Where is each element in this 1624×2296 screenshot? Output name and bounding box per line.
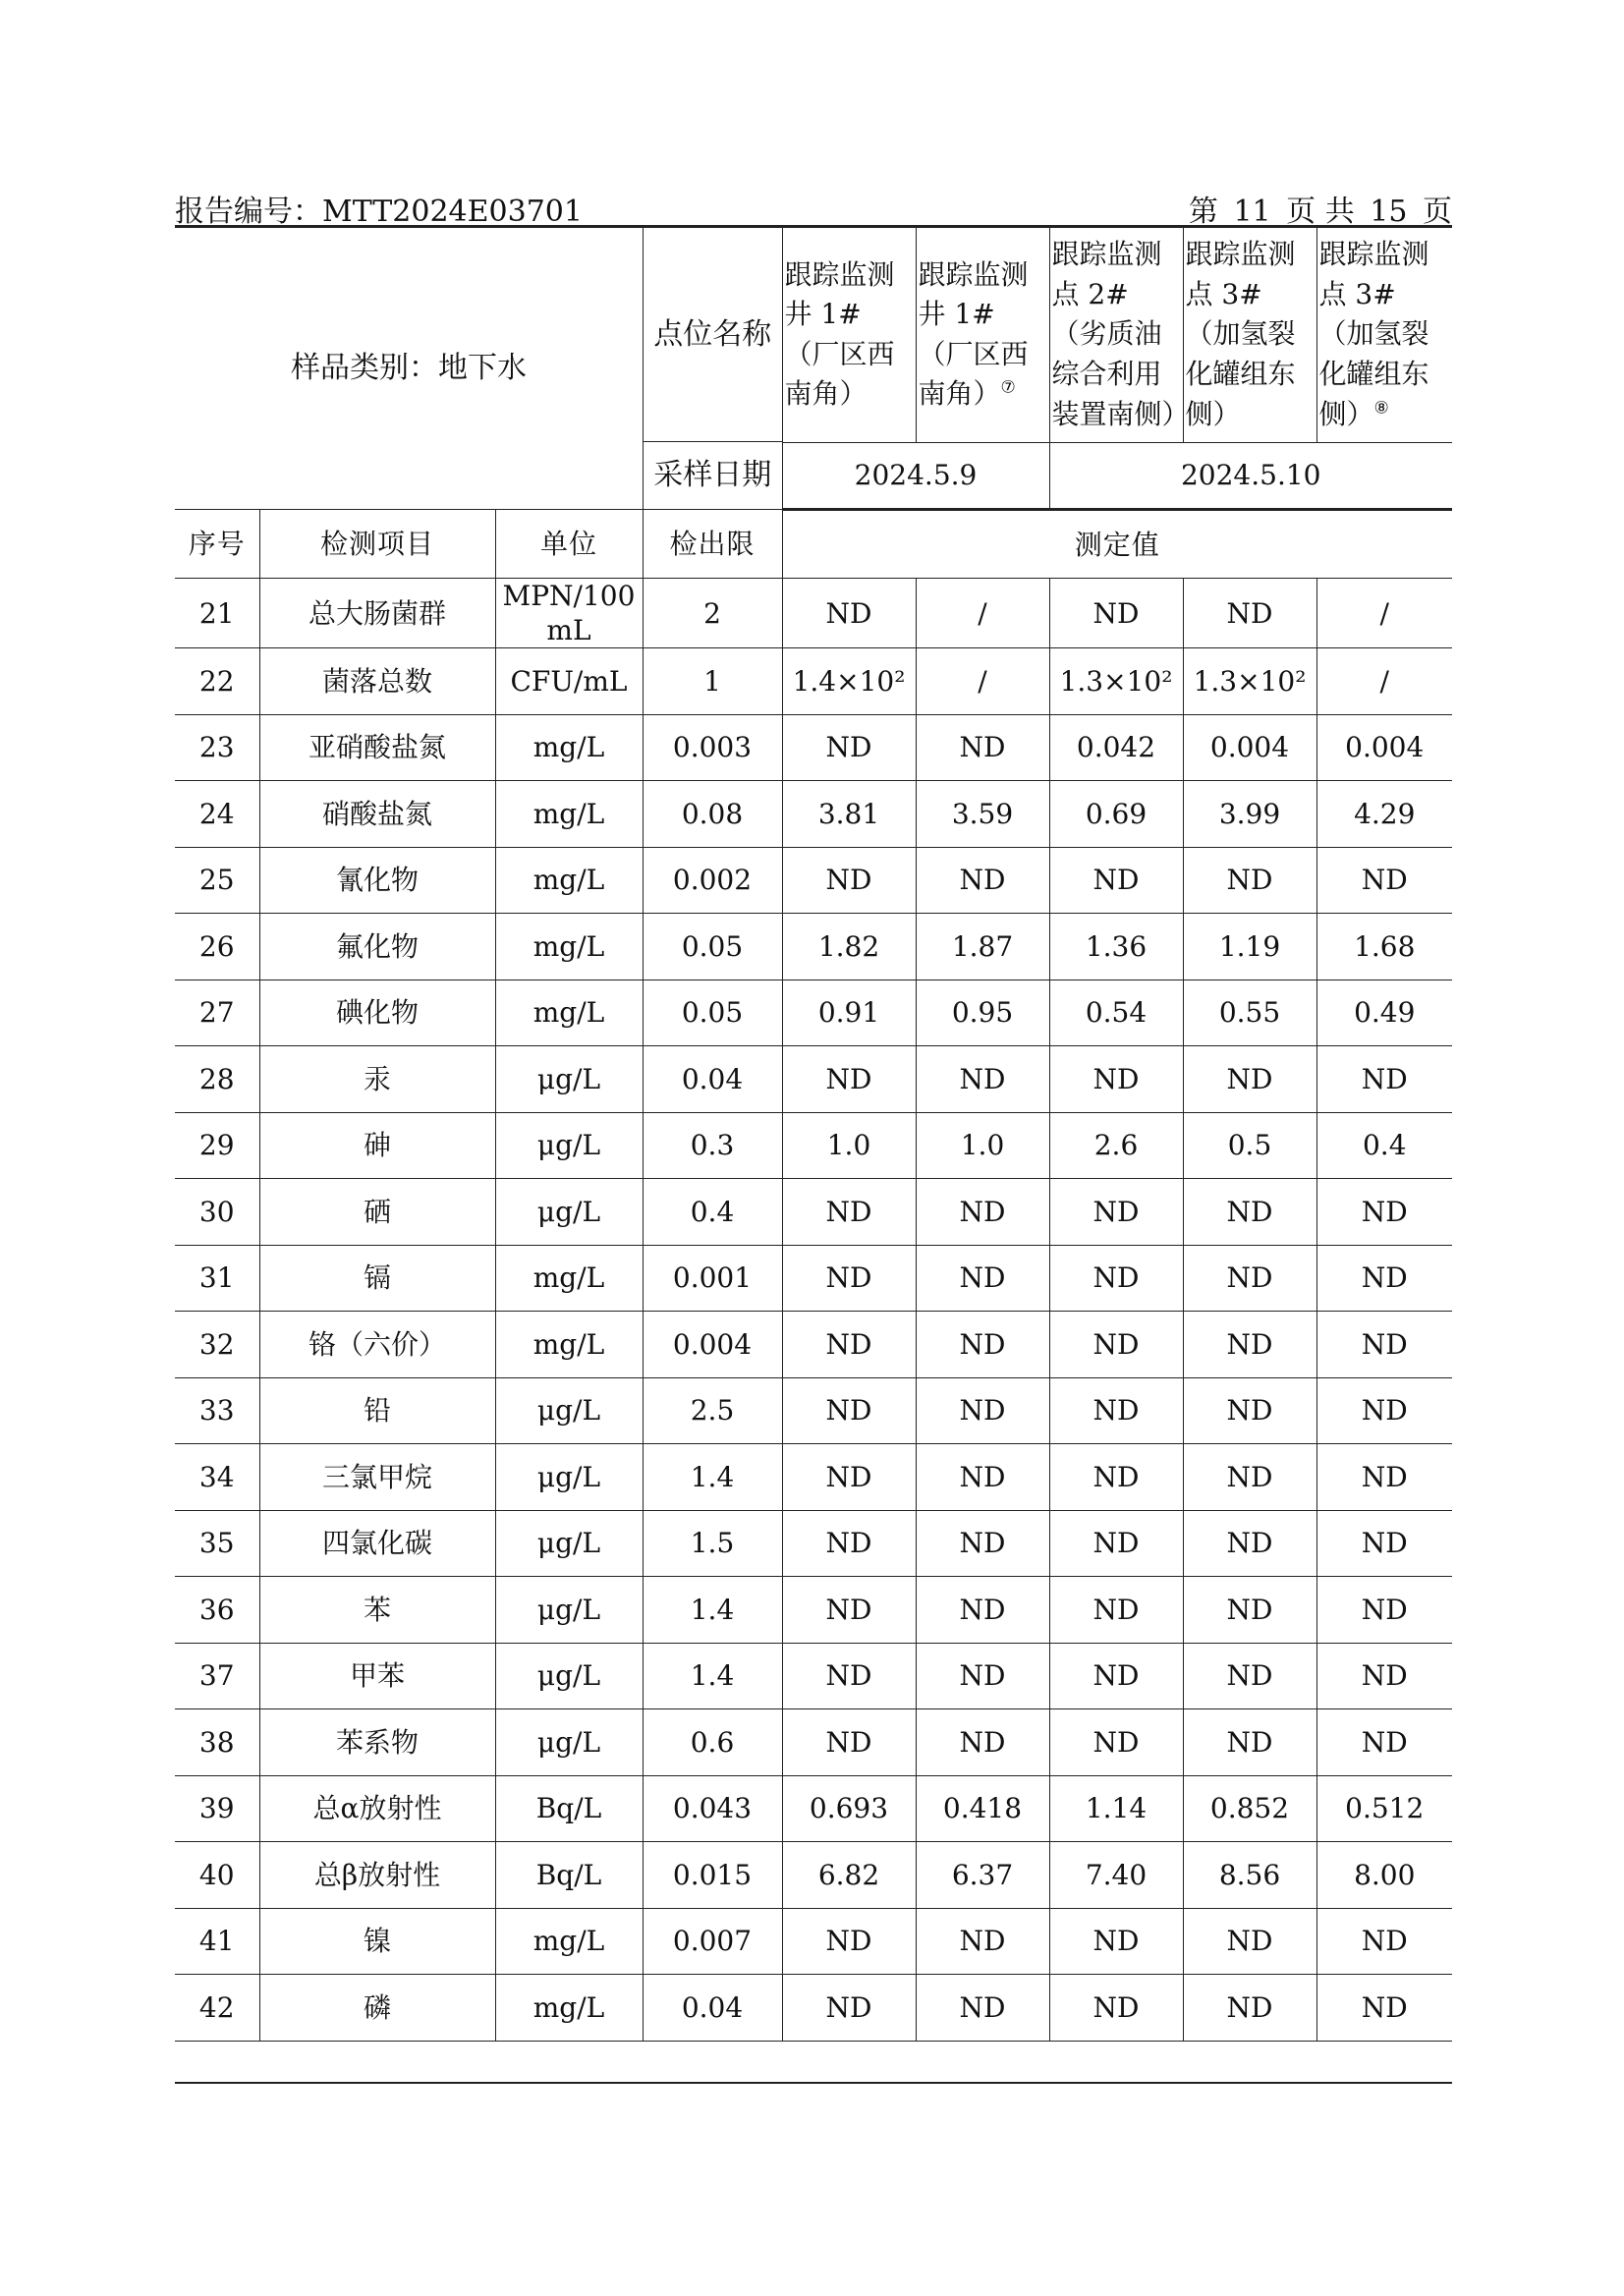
measured-value-2: ND xyxy=(916,1179,1049,1246)
unit: mg/L xyxy=(495,1975,643,2042)
test-item: 镉 xyxy=(259,1245,495,1312)
measured-value-4: ND xyxy=(1183,1975,1316,2042)
table-row xyxy=(175,781,1452,848)
row-number: 26 xyxy=(175,914,259,980)
measured-value-5: ND xyxy=(1316,1312,1452,1378)
measured-value-4: 0.55 xyxy=(1183,980,1316,1046)
col-header-no: 序号 xyxy=(175,510,259,579)
table-row xyxy=(175,1510,1452,1577)
table-row xyxy=(175,648,1452,715)
row-number: 40 xyxy=(175,1842,259,1909)
row-number: 32 xyxy=(175,1312,259,1378)
measured-value-2: ND xyxy=(916,1377,1049,1444)
detection-limit: 1.4 xyxy=(643,1643,782,1709)
detection-limit: 1.4 xyxy=(643,1577,782,1644)
measured-value-4: 1.19 xyxy=(1183,914,1316,980)
measured-value-1: ND xyxy=(782,579,916,648)
measured-value-1: ND xyxy=(782,714,916,781)
sampling-date-1: 2024.5.9 xyxy=(854,459,978,492)
measured-value-2: ND xyxy=(916,1510,1049,1577)
detection-limit: 0.001 xyxy=(643,1245,782,1312)
measured-value-2: 1.87 xyxy=(916,914,1049,980)
table-row xyxy=(175,1179,1452,1246)
measured-value-1: 1.4×10² xyxy=(782,648,916,715)
measured-value-2: ND xyxy=(916,1577,1049,1644)
measured-value-1: ND xyxy=(782,1377,916,1444)
measured-value-5: / xyxy=(1316,579,1452,648)
row-number: 42 xyxy=(175,1975,259,2042)
detection-limit: 2 xyxy=(643,579,782,648)
measured-value-4: ND xyxy=(1183,1444,1316,1511)
table-row xyxy=(175,1577,1452,1644)
measured-value-1: 6.82 xyxy=(782,1842,916,1909)
measured-value-4: ND xyxy=(1183,1709,1316,1776)
measured-value-5: ND xyxy=(1316,1444,1452,1511)
table-row xyxy=(175,714,1452,781)
detection-limit: 0.004 xyxy=(643,1312,782,1378)
test-item: 铬（六价） xyxy=(259,1312,495,1378)
row-number: 33 xyxy=(175,1377,259,1444)
unit: mg/L xyxy=(495,914,643,980)
test-item: 硝酸盐氮 xyxy=(259,781,495,848)
measured-value-5: ND xyxy=(1316,1046,1452,1113)
unit: μg/L xyxy=(495,1444,643,1511)
measured-value-2: ND xyxy=(916,1643,1049,1709)
measured-value-5: 4.29 xyxy=(1316,781,1452,848)
measured-value-5: ND xyxy=(1316,1577,1452,1644)
location-cell-2 xyxy=(916,227,1049,443)
unit: mg/L xyxy=(495,1908,643,1975)
measured-value-3: 2.6 xyxy=(1049,1112,1183,1179)
table-row xyxy=(175,847,1452,914)
row-number: 31 xyxy=(175,1245,259,1312)
measured-value-2: ND xyxy=(916,1046,1049,1113)
location-cell-5 xyxy=(1316,227,1452,443)
detection-limit: 0.3 xyxy=(643,1112,782,1179)
measured-value-3: ND xyxy=(1049,1908,1183,1975)
table-row xyxy=(175,1444,1452,1511)
row-number: 24 xyxy=(175,781,259,848)
measured-value-5: 0.4 xyxy=(1316,1112,1452,1179)
point-name-label: 点位名称 xyxy=(644,228,782,442)
test-item: 氰化物 xyxy=(259,847,495,914)
table-row xyxy=(175,1377,1452,1444)
test-item: 亚硝酸盐氮 xyxy=(259,714,495,781)
measured-value-5: / xyxy=(1316,648,1452,715)
measured-value-4: 0.5 xyxy=(1183,1112,1316,1179)
measured-value-1: ND xyxy=(782,1245,916,1312)
row-number: 22 xyxy=(175,648,259,715)
table-row xyxy=(175,914,1452,980)
measured-value-4: ND xyxy=(1183,1577,1316,1644)
measured-value-3: ND xyxy=(1049,1179,1183,1246)
test-item: 氟化物 xyxy=(259,914,495,980)
measured-value-1: ND xyxy=(782,1444,916,1511)
measured-value-5: 0.004 xyxy=(1316,714,1452,781)
unit: μg/L xyxy=(495,1577,643,1644)
measured-value-3: ND xyxy=(1049,1577,1183,1644)
measured-value-1: 0.693 xyxy=(782,1775,916,1842)
measured-value-3: 7.40 xyxy=(1049,1842,1183,1909)
date-1-cell xyxy=(782,442,1049,509)
test-item: 总大肠菌群 xyxy=(259,579,495,648)
page-current: 11 xyxy=(1233,195,1271,229)
measured-value-3: ND xyxy=(1049,1312,1183,1378)
row-number: 28 xyxy=(175,1046,259,1113)
test-item: 苯 xyxy=(259,1577,495,1644)
test-item: 菌落总数 xyxy=(259,648,495,715)
measured-value-2: 6.37 xyxy=(916,1842,1049,1909)
measured-value-4: 8.56 xyxy=(1183,1842,1316,1909)
measured-value-1: ND xyxy=(782,847,916,914)
test-item: 苯系物 xyxy=(259,1709,495,1776)
measured-value-2: ND xyxy=(916,1908,1049,1975)
measured-value-1: ND xyxy=(782,1046,916,1113)
test-item: 硒 xyxy=(259,1179,495,1246)
unit: μg/L xyxy=(495,1643,643,1709)
page-total: 15 xyxy=(1370,195,1408,229)
table-row xyxy=(175,1908,1452,1975)
detection-limit: 0.6 xyxy=(643,1709,782,1776)
measured-value-1: 0.91 xyxy=(782,980,916,1046)
sample-type: 样品类别：地下水 xyxy=(175,228,644,509)
row-number: 29 xyxy=(175,1112,259,1179)
col-header-value: 测定值 xyxy=(782,510,1452,579)
row-number: 30 xyxy=(175,1179,259,1246)
table-row xyxy=(175,579,1452,648)
sample-type-cell xyxy=(175,227,782,510)
unit: mg/L xyxy=(495,1245,643,1312)
table-row xyxy=(175,1245,1452,1312)
measured-value-4: ND xyxy=(1183,1643,1316,1709)
test-item: 铅 xyxy=(259,1377,495,1444)
detection-limit: 2.5 xyxy=(643,1377,782,1444)
location-cell-3 xyxy=(1049,227,1190,443)
measured-value-2: ND xyxy=(916,1312,1049,1378)
measured-value-3: ND xyxy=(1049,847,1183,914)
table-row xyxy=(175,1112,1452,1179)
measured-value-3: 0.69 xyxy=(1049,781,1183,848)
measured-value-2: ND xyxy=(916,1444,1049,1511)
location-name-4: 跟踪监测点 3#（加氢裂化罐组东侧） xyxy=(1185,238,1296,430)
test-item: 总β放射性 xyxy=(259,1842,495,1909)
location-mark-2: ⑦ xyxy=(1000,378,1016,399)
detection-limit: 0.04 xyxy=(643,1975,782,2042)
measured-value-3: 0.042 xyxy=(1049,714,1183,781)
measured-value-1: ND xyxy=(782,1510,916,1577)
measured-value-5: ND xyxy=(1316,847,1452,914)
measured-value-4: ND xyxy=(1183,1312,1316,1378)
sampling-date-label: 采样日期 xyxy=(653,458,772,493)
measured-value-2: 0.95 xyxy=(916,980,1049,1046)
detection-limit: 1 xyxy=(643,648,782,715)
measured-value-5: ND xyxy=(1316,1179,1452,1246)
table-row xyxy=(175,1046,1452,1113)
measured-value-3: ND xyxy=(1049,579,1183,648)
col-header-unit: 单位 xyxy=(495,510,643,579)
measured-value-4: ND xyxy=(1183,1046,1316,1113)
measured-value-3: ND xyxy=(1049,1510,1183,1577)
row-number: 38 xyxy=(175,1709,259,1776)
measured-value-5: 0.49 xyxy=(1316,980,1452,1046)
measured-value-4: 0.004 xyxy=(1183,714,1316,781)
location-name-2: 跟踪监测井 1#（厂区西南角） xyxy=(918,257,1029,411)
unit: mg/L xyxy=(495,847,643,914)
measured-value-5: 1.68 xyxy=(1316,914,1452,980)
unit: mg/L xyxy=(495,781,643,848)
measured-value-4: 0.852 xyxy=(1183,1775,1316,1842)
test-item: 总α放射性 xyxy=(259,1775,495,1842)
unit: μg/L xyxy=(495,1112,643,1179)
row-number: 41 xyxy=(175,1908,259,1975)
location-name-5: 跟踪监测点 3#（加氢裂化罐组东侧） xyxy=(1318,238,1429,430)
row-number: 35 xyxy=(175,1510,259,1577)
detection-limit: 0.003 xyxy=(643,714,782,781)
measured-value-5: ND xyxy=(1316,1510,1452,1577)
measured-value-3: 1.14 xyxy=(1049,1775,1183,1842)
unit: μg/L xyxy=(495,1046,643,1113)
measured-value-5: ND xyxy=(1316,1643,1452,1709)
measured-value-2: ND xyxy=(916,1245,1049,1312)
detection-limit: 0.043 xyxy=(643,1775,782,1842)
row-number: 39 xyxy=(175,1775,259,1842)
measured-value-4: 1.3×10² xyxy=(1183,648,1316,715)
sampling-date-2: 2024.5.10 xyxy=(1180,459,1321,492)
test-item: 磷 xyxy=(259,1975,495,2042)
measured-value-3: ND xyxy=(1049,1643,1183,1709)
detection-limit: 0.05 xyxy=(643,980,782,1046)
row-number: 23 xyxy=(175,714,259,781)
measured-value-2: ND xyxy=(916,847,1049,914)
test-item: 碘化物 xyxy=(259,980,495,1046)
measured-value-1: ND xyxy=(782,1908,916,1975)
detection-limit: 1.4 xyxy=(643,1444,782,1511)
table-row xyxy=(175,1643,1452,1709)
measured-value-4: ND xyxy=(1183,1245,1316,1312)
page-prefix: 第 xyxy=(1188,195,1218,229)
unit: μg/L xyxy=(495,1709,643,1776)
measured-value-3: ND xyxy=(1049,1377,1183,1444)
page-header xyxy=(175,187,1452,229)
measured-value-5: ND xyxy=(1316,1245,1452,1312)
detection-limit: 0.007 xyxy=(643,1908,782,1975)
measured-value-1: ND xyxy=(782,1709,916,1776)
measured-value-4: ND xyxy=(1183,579,1316,648)
measured-value-4: ND xyxy=(1183,1510,1316,1577)
location-name-1: 跟踪监测井 1#（厂区西南角） xyxy=(784,257,895,411)
measured-value-2: ND xyxy=(916,714,1049,781)
col-header-item: 检测项目 xyxy=(259,510,495,579)
location-cell-4 xyxy=(1183,227,1316,443)
location-mark-5: ⑧ xyxy=(1373,398,1389,419)
test-item: 三氯甲烷 xyxy=(259,1444,495,1511)
measured-value-2: 1.0 xyxy=(916,1112,1049,1179)
results-table xyxy=(175,225,1452,2042)
test-item: 镍 xyxy=(259,1908,495,1975)
measured-value-3: ND xyxy=(1049,1709,1183,1776)
page-mid: 页 共 xyxy=(1286,195,1355,229)
measured-value-4: ND xyxy=(1183,847,1316,914)
row-number: 37 xyxy=(175,1643,259,1709)
measured-value-1: 3.81 xyxy=(782,781,916,848)
measured-value-3: 1.36 xyxy=(1049,914,1183,980)
measured-value-2: ND xyxy=(916,1975,1049,2042)
measured-value-2: / xyxy=(916,648,1049,715)
results-table-container xyxy=(175,225,1452,2042)
unit: mg/L xyxy=(495,1312,643,1378)
detection-limit: 0.002 xyxy=(643,847,782,914)
measured-value-4: ND xyxy=(1183,1179,1316,1246)
unit: μg/L xyxy=(495,1179,643,1246)
row-number: 36 xyxy=(175,1577,259,1644)
test-item: 四氯化碳 xyxy=(259,1510,495,1577)
measured-value-3: ND xyxy=(1049,1245,1183,1312)
measured-value-3: ND xyxy=(1049,1444,1183,1511)
table-row xyxy=(175,1312,1452,1378)
page-indicator xyxy=(1183,187,1452,230)
row-number: 34 xyxy=(175,1444,259,1511)
unit: μg/L xyxy=(495,1510,643,1577)
measured-value-5: ND xyxy=(1316,1709,1452,1776)
row-number: 21 xyxy=(175,579,259,648)
measured-value-3: 0.54 xyxy=(1049,980,1183,1046)
detection-limit: 0.05 xyxy=(643,914,782,980)
table-row xyxy=(175,1709,1452,1776)
measured-value-5: ND xyxy=(1316,1908,1452,1975)
report-number: 报告编号：MTT2024E03701 xyxy=(175,195,583,229)
measured-value-4: 3.99 xyxy=(1183,781,1316,848)
measured-value-1: ND xyxy=(782,1975,916,2042)
detection-limit: 0.04 xyxy=(643,1046,782,1113)
measured-value-1: 1.0 xyxy=(782,1112,916,1179)
measured-value-1: ND xyxy=(782,1577,916,1644)
measured-value-5: ND xyxy=(1316,1975,1452,2042)
column-header-row xyxy=(175,510,1452,579)
measured-value-3: ND xyxy=(1049,1046,1183,1113)
measured-value-2: ND xyxy=(916,1709,1049,1776)
page-suffix: 页 xyxy=(1423,195,1452,229)
measured-value-2: 0.418 xyxy=(916,1775,1049,1842)
table-row xyxy=(175,1842,1452,1909)
detection-limit: 0.4 xyxy=(643,1179,782,1246)
test-item: 汞 xyxy=(259,1046,495,1113)
unit: Bq/L xyxy=(495,1775,643,1842)
measured-value-4: ND xyxy=(1183,1908,1316,1975)
unit: μg/L xyxy=(495,1377,643,1444)
measured-value-3: 1.3×10² xyxy=(1049,648,1183,715)
measured-value-4: ND xyxy=(1183,1377,1316,1444)
test-item: 砷 xyxy=(259,1112,495,1179)
table-row xyxy=(175,980,1452,1046)
measured-value-1: ND xyxy=(782,1643,916,1709)
test-item: 甲苯 xyxy=(259,1643,495,1709)
table-row xyxy=(175,1975,1452,2042)
measured-value-1: ND xyxy=(782,1312,916,1378)
measured-value-2: 3.59 xyxy=(916,781,1049,848)
unit: mg/L xyxy=(495,980,643,1046)
date-2-cell xyxy=(1049,442,1452,509)
row-number: 27 xyxy=(175,980,259,1046)
measured-value-5: 8.00 xyxy=(1316,1842,1452,1909)
unit: CFU/mL xyxy=(495,648,643,715)
detection-limit: 1.5 xyxy=(643,1510,782,1577)
row-number: 25 xyxy=(175,847,259,914)
unit: mg/L xyxy=(495,714,643,781)
measured-value-3: ND xyxy=(1049,1975,1183,2042)
table-row xyxy=(175,1775,1452,1842)
measured-value-1: 1.82 xyxy=(782,914,916,980)
col-header-limit: 检出限 xyxy=(643,510,782,579)
detection-limit: 0.08 xyxy=(643,781,782,848)
measured-value-2: / xyxy=(916,579,1049,648)
table-bottom-line xyxy=(175,2082,1452,2084)
location-name-3: 跟踪监测点 2#（劣质油综合利用装置南侧） xyxy=(1051,238,1190,430)
unit: MPN/100 mL xyxy=(495,579,643,648)
unit: Bq/L xyxy=(495,1842,643,1909)
measured-value-1: ND xyxy=(782,1179,916,1246)
location-cell-1 xyxy=(782,227,916,443)
detection-limit: 0.015 xyxy=(643,1842,782,1909)
measured-value-5: 0.512 xyxy=(1316,1775,1452,1842)
measured-value-5: ND xyxy=(1316,1377,1452,1444)
